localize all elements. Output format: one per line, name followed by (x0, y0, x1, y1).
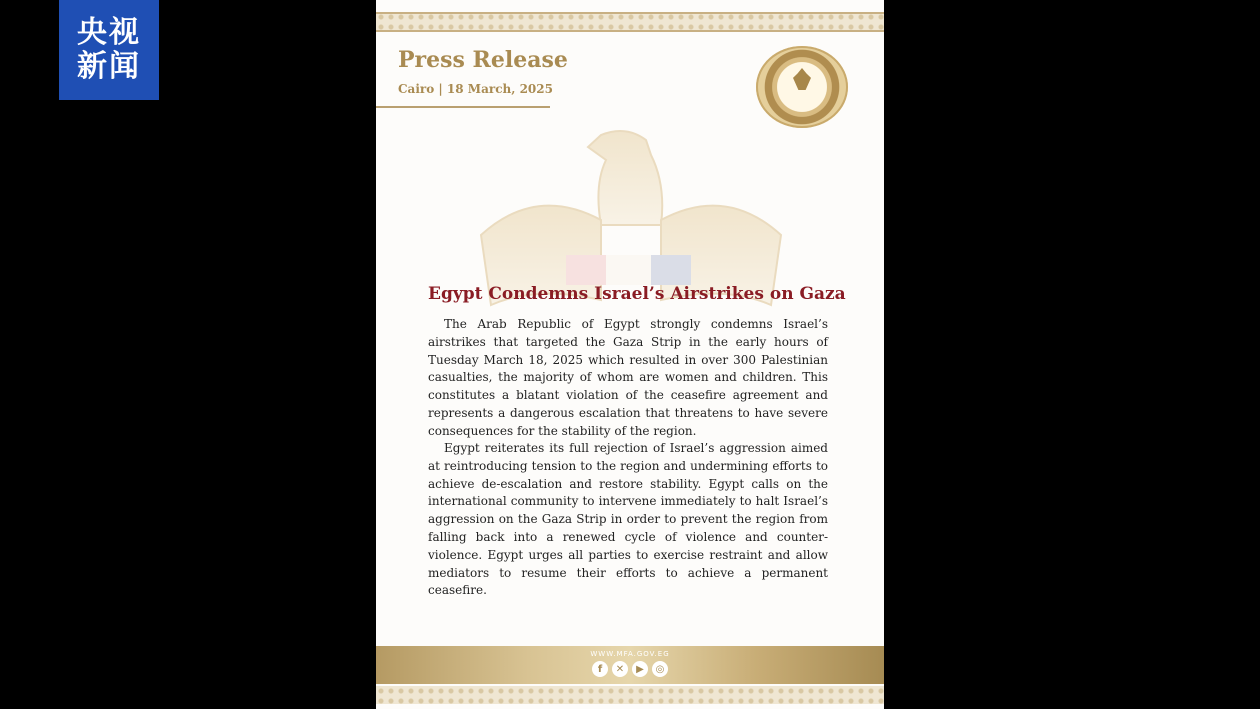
ornamental-border-bottom (376, 686, 884, 704)
logo-line-2: 新闻 (77, 49, 141, 84)
youtube-icon[interactable]: ▶ (632, 661, 648, 677)
ministry-seal-icon (756, 46, 848, 128)
header-divider (376, 106, 550, 108)
website-link[interactable]: WWW.MFA.GOV.EG (590, 650, 670, 658)
seal-eagle-icon (793, 68, 811, 90)
facebook-icon[interactable]: f (592, 661, 608, 677)
location-date: Cairo | 18 March, 2025 (398, 82, 553, 96)
cctv-news-logo (59, 0, 159, 100)
social-icons (376, 661, 884, 677)
press-release-page (376, 0, 884, 709)
paragraph-2: Egypt reiterates its full rejection of Israel’s aggression aimed at reintroducing tension to the region and undermining efforts to achieve de-escalation and restore stability. Egypt calls on the international community to intervene immediately to halt Israel’s aggression on the Gaza Strip in order to prevent the region from falling back into a renewed cycle of violence and counter-violence. Egypt urges all parties to exercise restraint and allow mediators to resume their efforts to achieve a permanent ceasefire. (428, 441, 828, 598)
x-icon[interactable]: ✕ (612, 661, 628, 677)
document-title: Egypt Condemns Israel’s Airstrikes on Gaza (428, 284, 846, 304)
logo-line-1: 央视 (77, 15, 141, 50)
paragraph-1: The Arab Republic of Egypt strongly condemns Israel’s airstrikes that targeted the Gaza Strip in the early hours of Tuesday March 18, 2025 which resulted in over 300 Palestinian casualties, the majority of whom are women and children. This constitutes a blatant violation of the ceasefire agreement and represents a dangerous escalation that threatens to have severe consequences for the stability of the region. (428, 317, 828, 438)
instagram-icon[interactable]: ◎ (652, 661, 668, 677)
press-release-heading: Press Release (398, 47, 568, 73)
ornamental-border-top (376, 12, 884, 32)
page-footer (376, 646, 884, 684)
